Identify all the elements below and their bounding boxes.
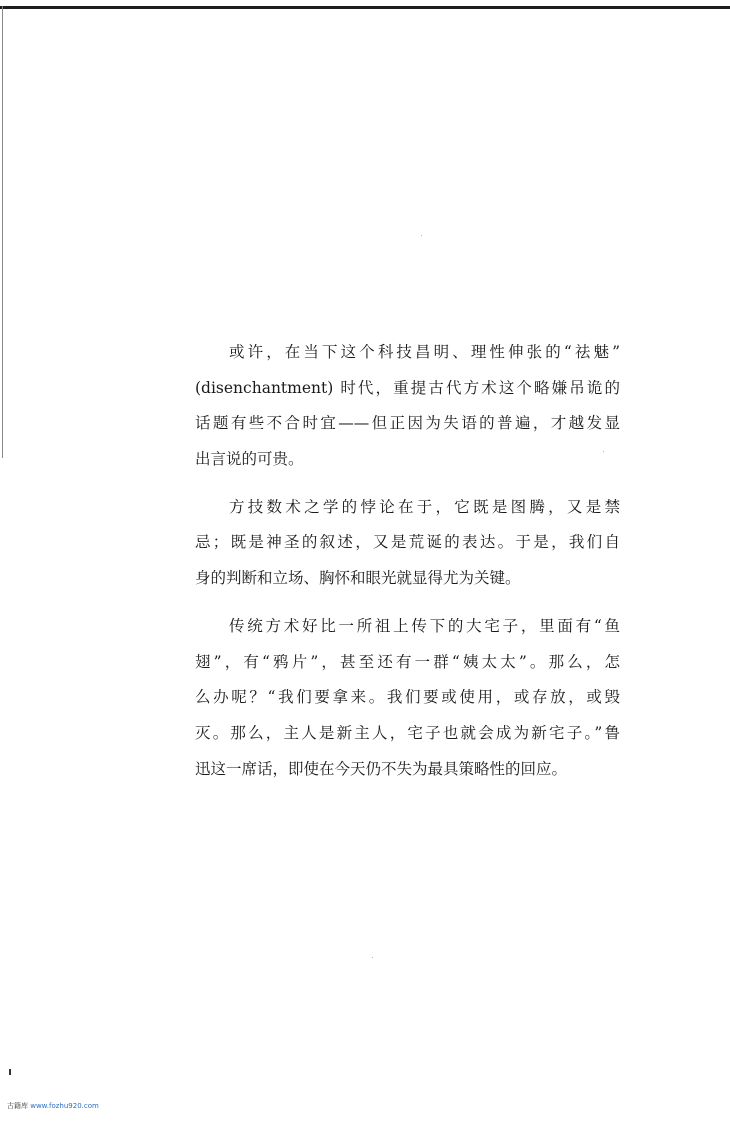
- scan-speck: [372, 957, 373, 958]
- watermark-url: www.fozhu920.com: [30, 1102, 99, 1110]
- watermark-prefix: 古籍库: [7, 1102, 31, 1110]
- paragraph-2: [195, 490, 620, 597]
- paragraph-3: [195, 609, 620, 787]
- footer-watermark: [7, 1101, 99, 1111]
- paragraph-line: 灭。那么，主人是新主人，宅子也就会成为新宅子。”鲁: [195, 723, 620, 742]
- left-scan-edge: [2, 6, 3, 458]
- paragraph-line: 翅”，有“鸦片”，甚至还有一群“姨太太”。那么，怎: [195, 652, 620, 671]
- paragraph-line: (disenchantment) 时代，重提古代方术这个略嫌吊诡的: [195, 378, 620, 397]
- scan-speck: [421, 235, 422, 236]
- paragraph-line: 迅这一席话，即使在今天仍不失为最具策略性的回应。: [195, 759, 568, 778]
- paragraph-line: 身的判断和立场、胸怀和眼光就显得尤为关键。: [195, 569, 521, 588]
- paragraph-line: 话题有些不合时宜——但正因为失语的普遍，才越发显: [195, 414, 620, 433]
- paragraph-line: 出言说的可贵。: [195, 450, 304, 469]
- paragraph-line: 或许，在当下这个科技昌明、理性伸张的“祛魅”: [229, 343, 620, 361]
- paragraph-line: 么办呢？“我们要拿来。我们要或使用，或存放，或毁: [195, 688, 620, 707]
- paragraph-line: 传统方术好比一所祖上传下的大宅子，里面有“鱼: [229, 616, 620, 635]
- body-text: [195, 335, 620, 799]
- paragraph-line: 忌；既是神圣的叙述，又是荒诞的表达。于是，我们自: [195, 533, 620, 552]
- paragraph-line: 方技数术之学的悖论在于，它既是图腾，又是禁: [229, 497, 620, 516]
- page-corner-mark: [9, 1069, 11, 1075]
- top-border-line: [0, 6, 730, 9]
- paragraph-1: [195, 335, 620, 478]
